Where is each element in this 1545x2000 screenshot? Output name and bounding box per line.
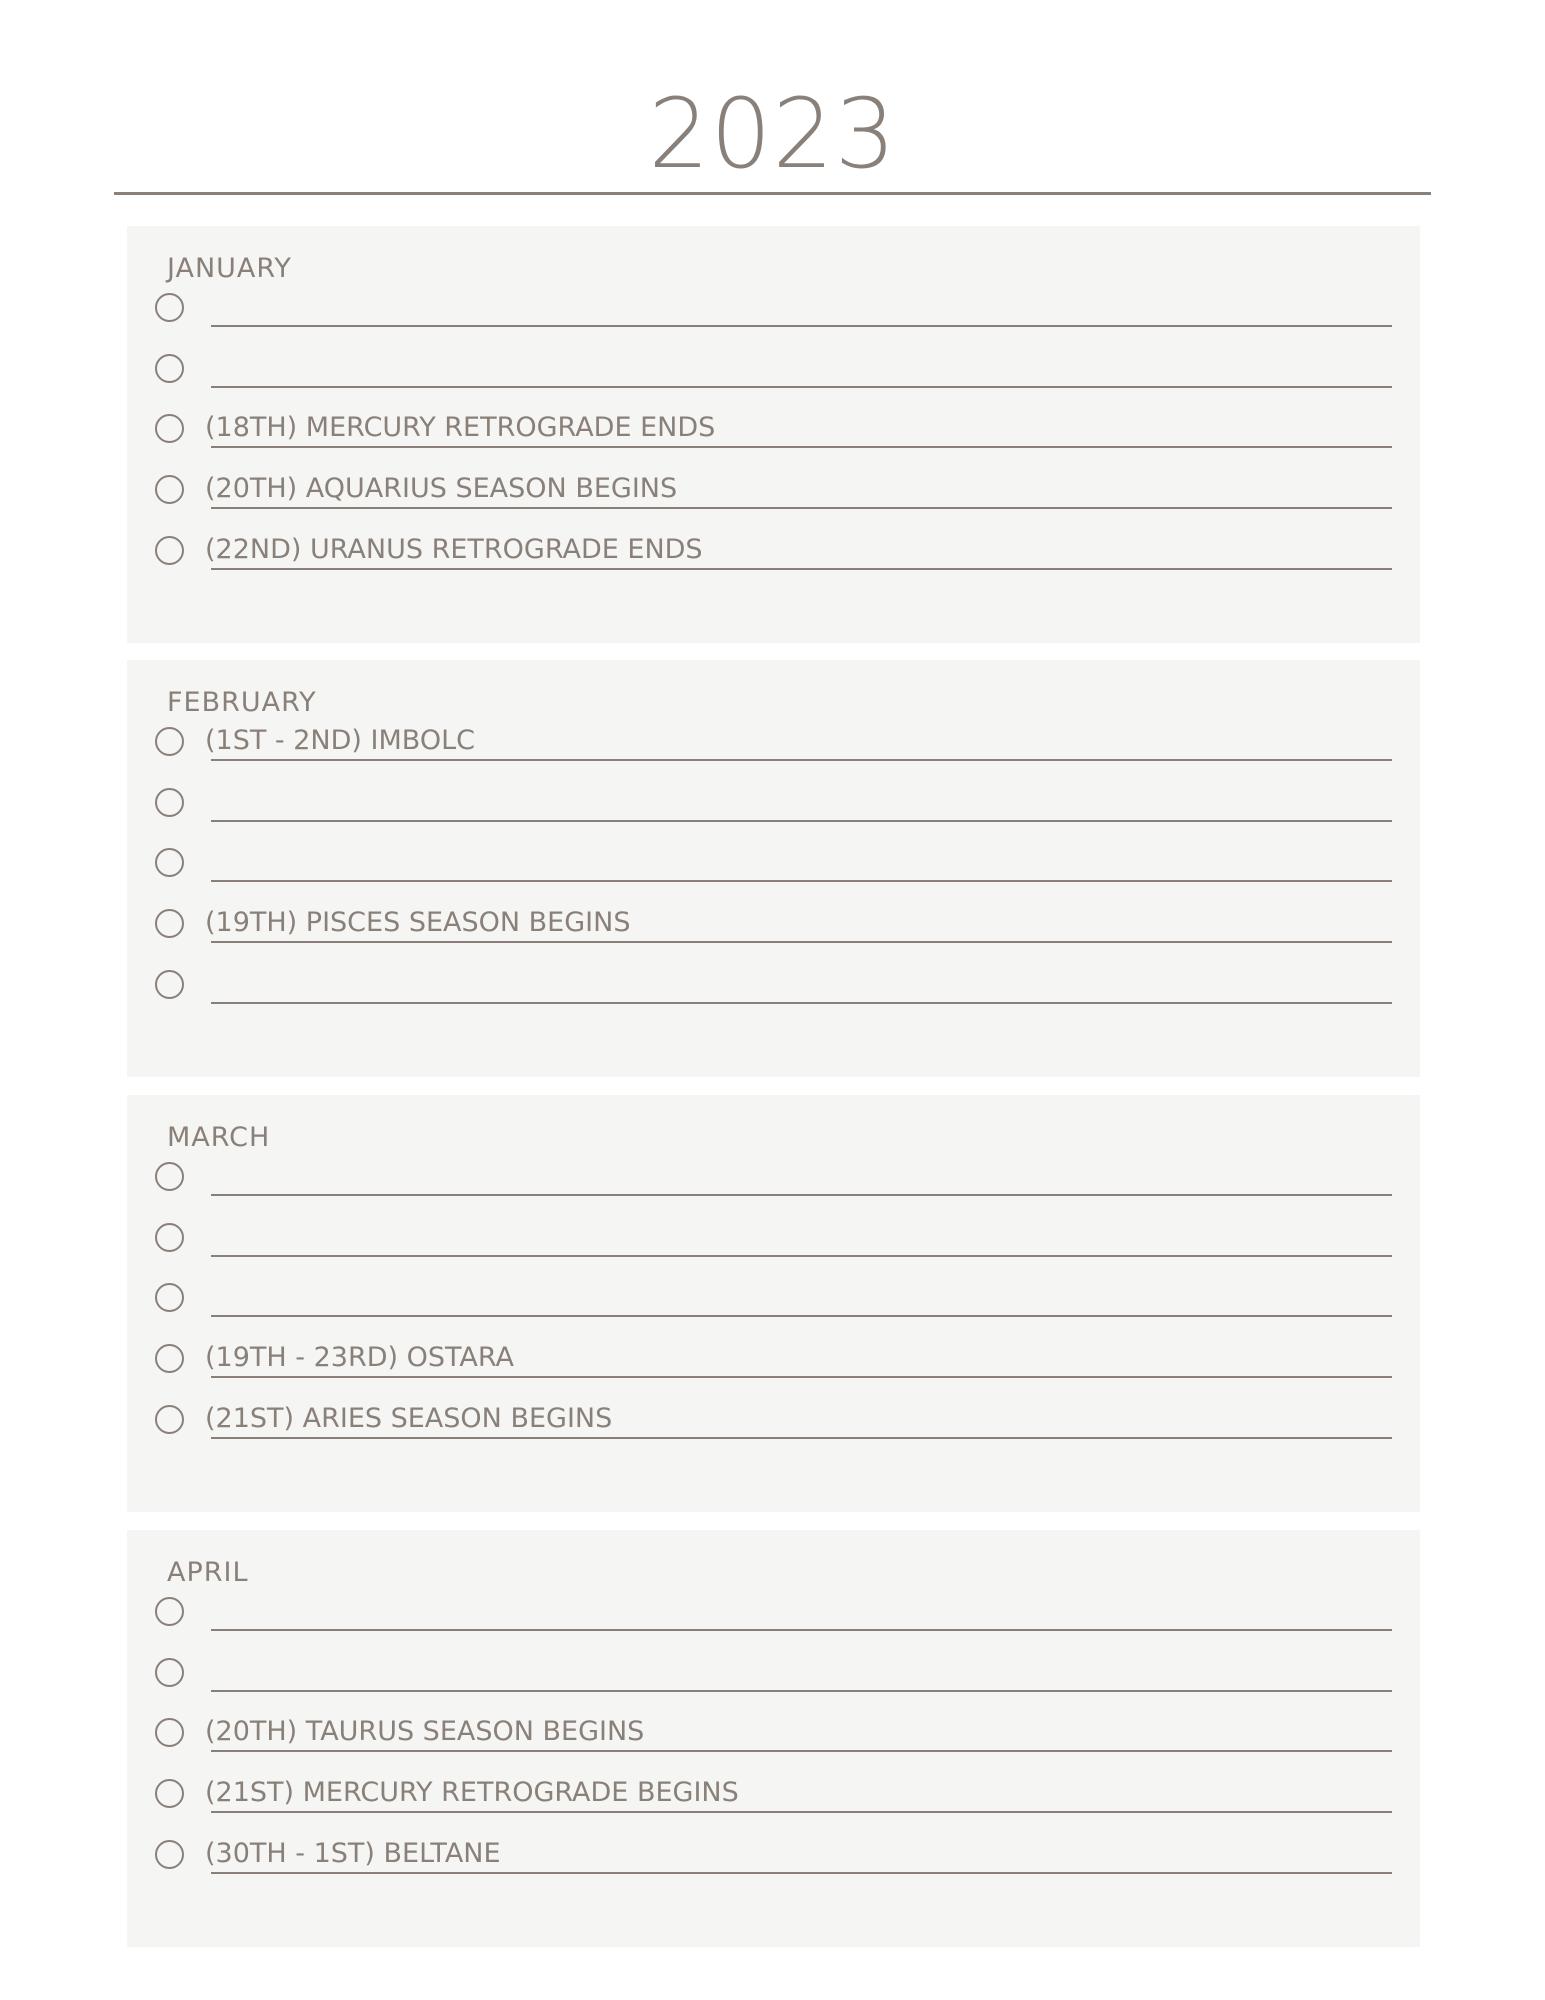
event-row: [127, 775, 1420, 835]
title-divider: [114, 192, 1431, 195]
month-panel-april: [127, 1530, 1420, 1947]
event-checkbox[interactable]: [155, 1597, 184, 1626]
month-panel-february: [127, 660, 1420, 1077]
event-text[interactable]: (1ST - 2ND) IMBOLC: [205, 725, 475, 756]
event-checkbox[interactable]: [155, 727, 184, 756]
event-checkbox[interactable]: [155, 970, 184, 999]
writing-line: [211, 507, 1392, 509]
event-checkbox[interactable]: [155, 475, 184, 504]
event-row: [127, 714, 1420, 774]
writing-line: [211, 1750, 1392, 1752]
month-panel-january: [127, 226, 1420, 643]
event-row: [127, 1584, 1420, 1644]
writing-line: [211, 325, 1392, 327]
event-row: [127, 1392, 1420, 1452]
writing-line: [211, 568, 1392, 570]
writing-line: [211, 1255, 1392, 1257]
writing-line: [211, 1194, 1392, 1196]
event-checkbox[interactable]: [155, 536, 184, 565]
writing-line: [211, 941, 1392, 943]
event-checkbox[interactable]: [155, 293, 184, 322]
writing-line: [211, 1376, 1392, 1378]
event-checkbox[interactable]: [155, 788, 184, 817]
event-text[interactable]: (30TH - 1ST) BELTANE: [205, 1838, 501, 1869]
event-checkbox[interactable]: [155, 1718, 184, 1747]
month-panel-march: [127, 1095, 1420, 1512]
event-text[interactable]: (22ND) URANUS RETROGRADE ENDS: [205, 534, 703, 565]
event-row: [127, 1705, 1420, 1765]
month-label: JANUARY: [167, 253, 292, 284]
event-row: [127, 957, 1420, 1017]
event-checkbox[interactable]: [155, 1223, 184, 1252]
writing-line: [211, 446, 1392, 448]
writing-line: [211, 386, 1392, 388]
event-checkbox[interactable]: [155, 1344, 184, 1373]
writing-line: [211, 1002, 1392, 1004]
writing-line: [211, 820, 1392, 822]
event-checkbox[interactable]: [155, 909, 184, 938]
event-row: [127, 1766, 1420, 1826]
month-label: APRIL: [167, 1557, 249, 1588]
event-text[interactable]: (21ST) ARIES SEASON BEGINS: [205, 1403, 613, 1434]
event-checkbox[interactable]: [155, 848, 184, 877]
event-checkbox[interactable]: [155, 1840, 184, 1869]
event-row: [127, 1827, 1420, 1887]
event-row: [127, 341, 1420, 401]
writing-line: [211, 1811, 1392, 1813]
writing-line: [211, 1629, 1392, 1631]
event-text[interactable]: (19TH) PISCES SEASON BEGINS: [205, 907, 631, 938]
event-row: [127, 1645, 1420, 1705]
event-row: [127, 1149, 1420, 1209]
writing-line: [211, 880, 1392, 882]
event-row: [127, 1270, 1420, 1330]
event-checkbox[interactable]: [155, 1779, 184, 1808]
page-title: 2023: [648, 78, 897, 190]
writing-line: [211, 1437, 1392, 1439]
event-checkbox[interactable]: [155, 1162, 184, 1191]
writing-line: [211, 759, 1392, 761]
event-row: [127, 896, 1420, 956]
writing-line: [211, 1690, 1392, 1692]
event-text[interactable]: (20TH) TAURUS SEASON BEGINS: [205, 1716, 645, 1747]
event-row: [127, 1331, 1420, 1391]
month-label: MARCH: [167, 1122, 271, 1153]
event-text[interactable]: (20TH) AQUARIUS SEASON BEGINS: [205, 473, 678, 504]
writing-line: [211, 1872, 1392, 1874]
event-checkbox[interactable]: [155, 354, 184, 383]
event-checkbox[interactable]: [155, 1658, 184, 1687]
event-text[interactable]: (21ST) MERCURY RETROGRADE BEGINS: [205, 1777, 739, 1808]
event-row: [127, 1210, 1420, 1270]
event-row: [127, 401, 1420, 461]
event-checkbox[interactable]: [155, 414, 184, 443]
event-row: [127, 835, 1420, 895]
event-text[interactable]: (18TH) MERCURY RETROGRADE ENDS: [205, 412, 716, 443]
event-row: [127, 523, 1420, 583]
writing-line: [211, 1315, 1392, 1317]
event-row: [127, 462, 1420, 522]
event-text[interactable]: (19TH - 23RD) OSTARA: [205, 1342, 515, 1373]
event-row: [127, 280, 1420, 340]
month-label: FEBRUARY: [167, 687, 317, 718]
event-checkbox[interactable]: [155, 1283, 184, 1312]
event-checkbox[interactable]: [155, 1405, 184, 1434]
